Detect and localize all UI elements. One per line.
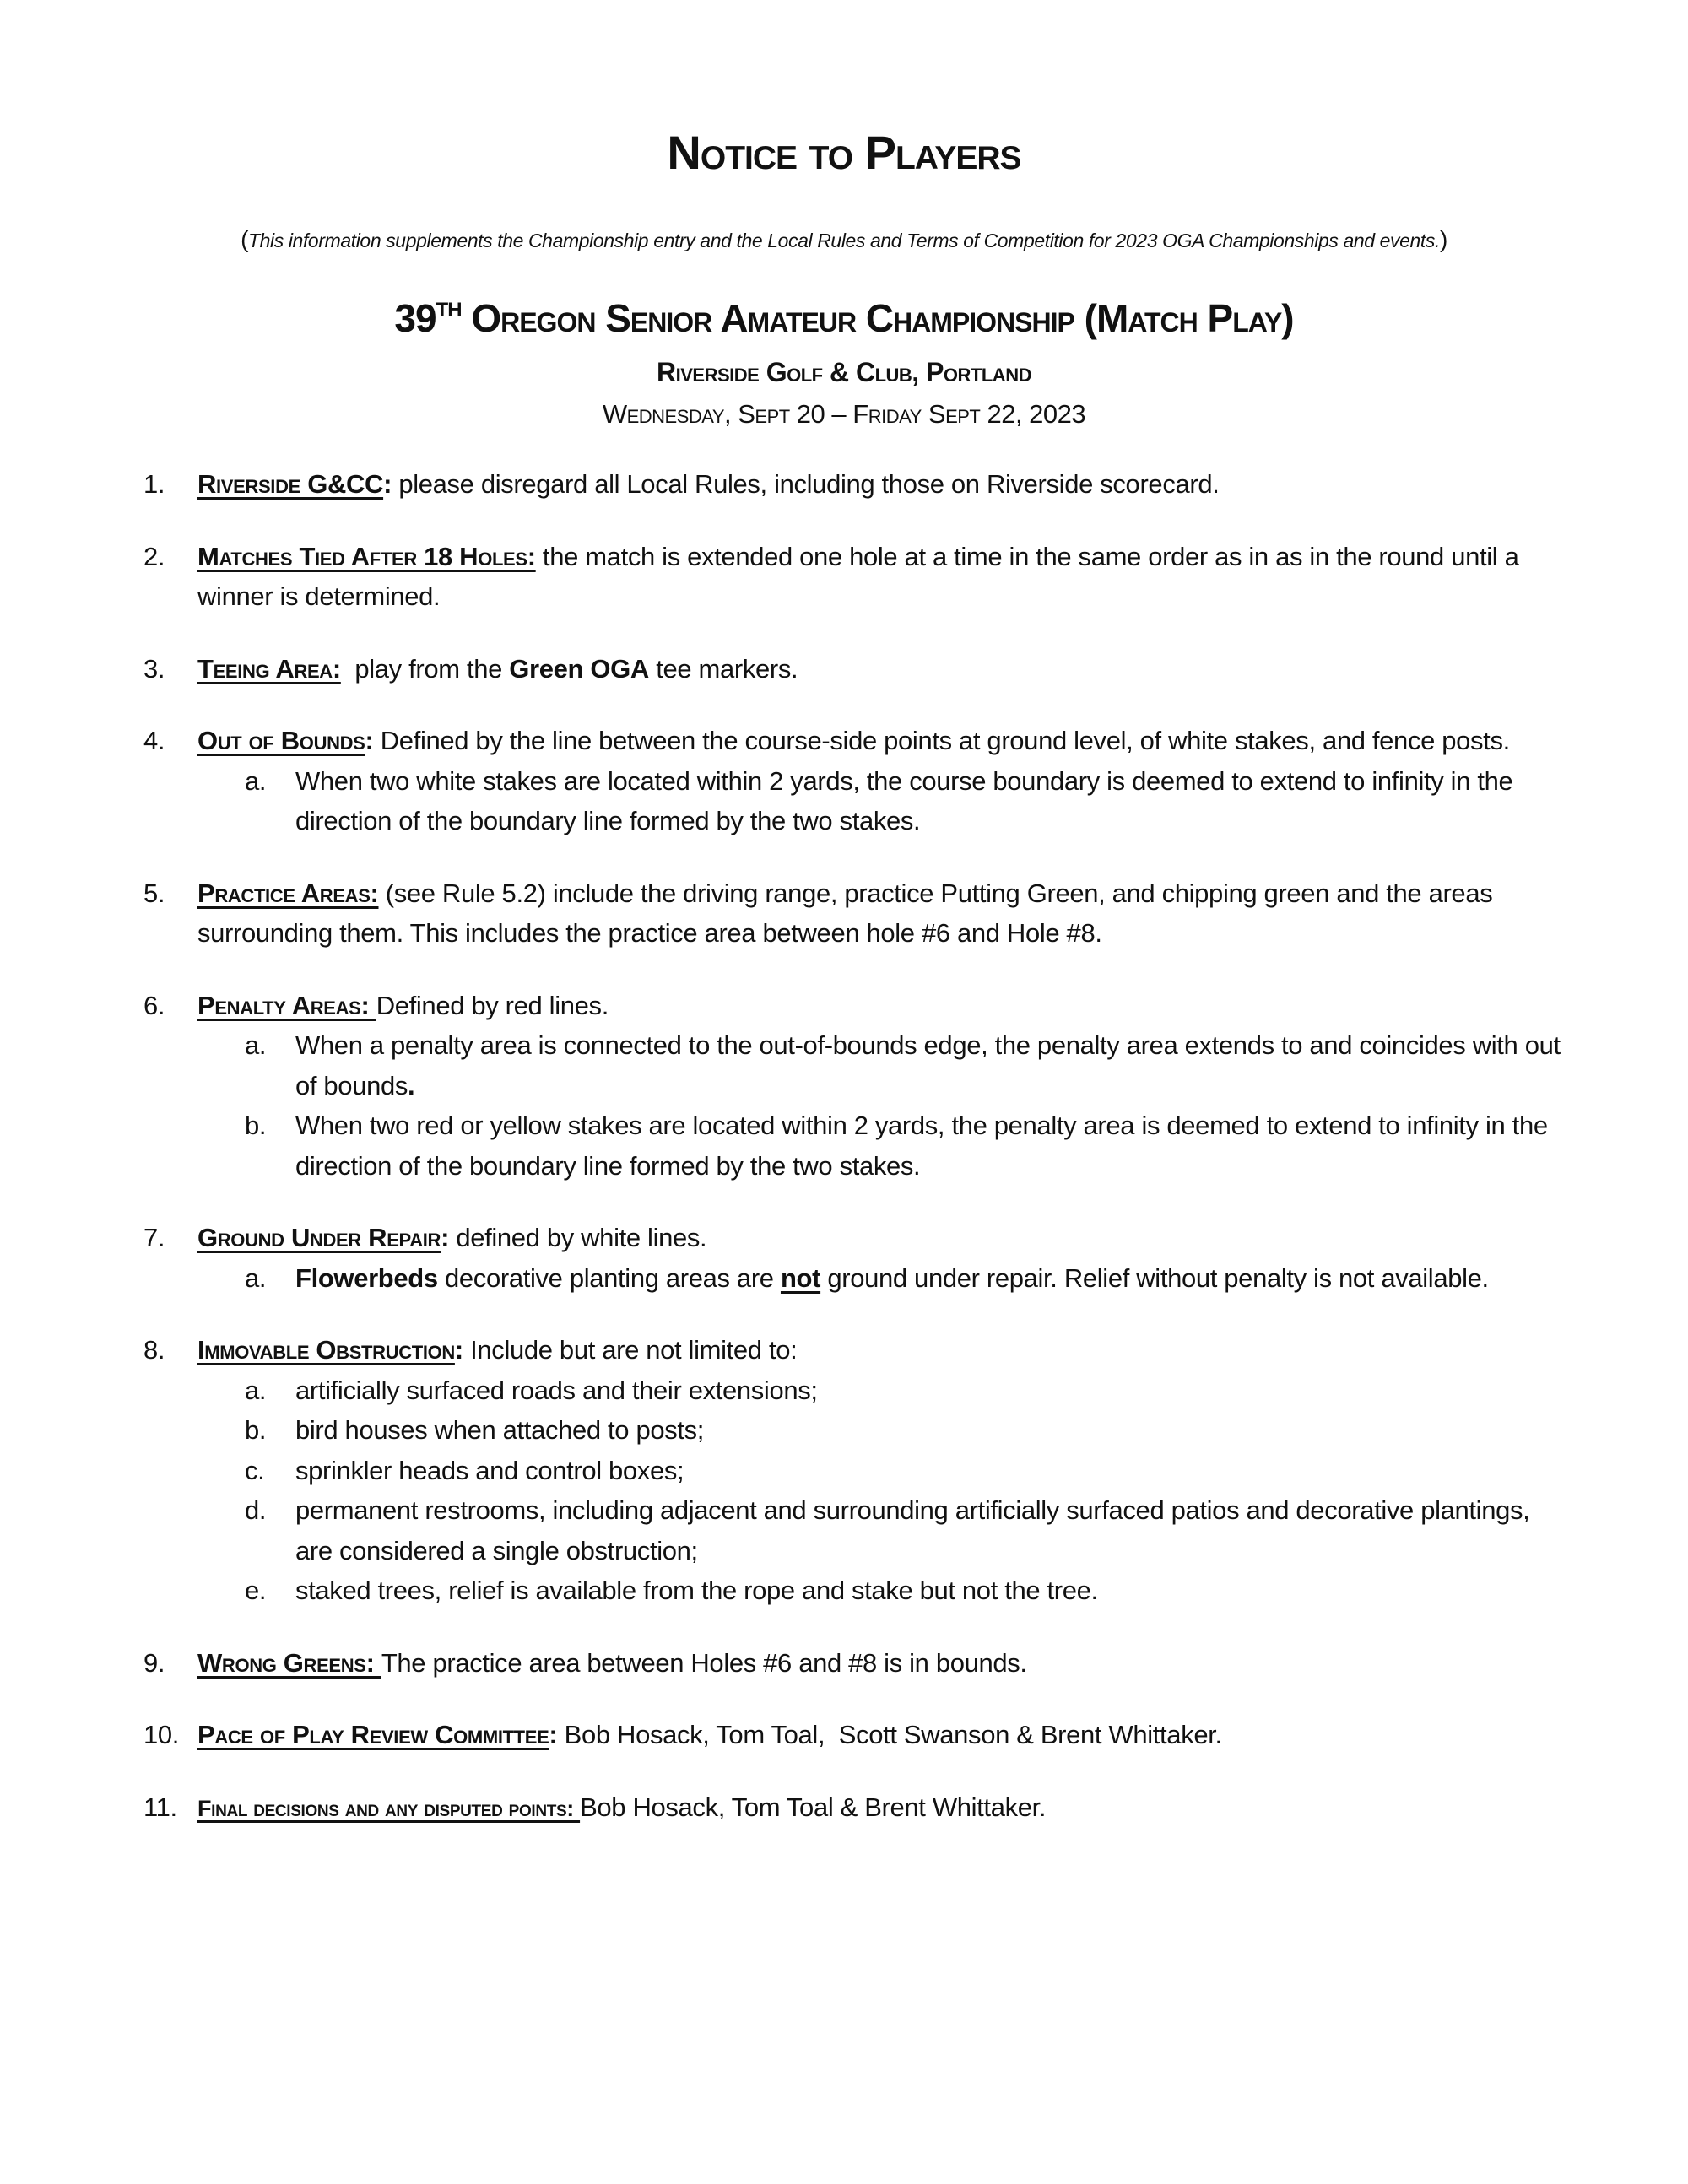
item-label: Wrong Greens: [197,1647,381,1678]
notice-item: 5. Practice Areas: (see Rule 5.2) include the driving range, practice Putting Green, and chipping green and the areas surrounding them. This includes the practice area between hole #6 and Hole #8. [143,878,1493,948]
item-label: Out of Bounds [197,726,365,755]
item-label: Pace of Play Review Committee [197,1720,549,1749]
notice-item: 7. Ground Under Repair: defined by white lines. a. Flowerbeds decorative planting areas are not ground under repair. Relief without penalty is not available. [143,1218,1570,1298]
notice-item: 2. Matches Tied After 18 Holes: the match is extended one hole at a time in the same order as in as in the round until a winner is determined. [143,541,1519,611]
notice-item: 4. Out of Bounds: Defined by the line between the course-side points at ground level, of white stakes, and fence posts. a. When two white stakes are located within 2 yards, the course boundary is deemed to extend to infinity in the direction of the boundary line formed by the two stakes. [143,721,1570,841]
notice-item: 9. Wrong Greens: The practice area between Holes #6 and #8 is in bounds. [143,1647,1027,1678]
sub-item: b. When two red or yellow stakes are located within 2 yards, the penalty area is deemed to extend to infinity in the direction of the boundary line formed by the two stakes. [245,1111,1548,1181]
subtitle-text: This information supplements the Championship entry and the Local Rules and Terms of Competition for 2023 OGA Championships and events. [248,230,1440,251]
notice-item: 8. Immovable Obstruction: Include but are not limited to: a. artificially surfaced roads and their extensions; b. bird houses when attached to posts; c. sprinkler heads and control boxes; d. permanent restrooms, including adjacent and surrounding artificially surfaced patios and decorative plantings, are considered a single obstruction; e. staked trees, relief is available from the rope and stake but not the tree. [143,1330,1570,1611]
venue: Riverside Golf & Club, Portland [657,357,1031,387]
sub-item: c. sprinkler heads and control boxes; [245,1455,684,1485]
sub-item: e. staked trees, relief is available from the rope and stake but not the tree. [245,1576,1098,1605]
subtitle: (This information supplements the Championship entry and the Local Rules and Terms of Competition for 2023 OGA Championships and events.) [241,226,1447,252]
championship-heading: 39TH Oregon Senior Amateur Championship (Match Play) [394,296,1294,340]
notice-list [143,464,1570,1861]
notice-item: 1. Riverside G&CC: please disregard all Local Rules, including those on Riverside scorecard. [143,469,1220,499]
item-label: Teeing Area: [197,653,341,684]
notice-item: 6. Penalty Areas: Defined by red lines. a. When a penalty area is connected to the out-of-bounds edge, the penalty area extends to and coincides with out of bounds. b. When two red or yellow stakes are located within 2 yards, the penalty area is deemed to extend to infinity in the direction of the boundary line formed by the two stakes. [143,986,1570,1187]
dates: Wednesday, Sept 20 – Friday Sept 22, 2023 [602,399,1086,429]
sub-item: a. artificially surfaced roads and their extensions; [245,1375,818,1405]
page-title: Notice to Players [667,126,1021,179]
sub-item: d. permanent restrooms, including adjacent and surrounding artificially surfaced patios and decorative plantings, are considered a single obstruction; [245,1495,1530,1565]
sub-item: a. When two white stakes are located within 2 yards, the course boundary is deemed to extend to infinity in the direction of the boundary line formed by the two stakes. [245,765,1513,835]
notice-item: 11. Final decisions and any disputed points: Bob Hosack, Tom Toal & Brent Whittaker. [143,1792,1047,1822]
item-label: Practice Areas: [197,878,379,908]
item-label: Immovable Obstruction [197,1335,455,1365]
sub-item: a. When a penalty area is connected to the out-of-bounds edge, the penalty area extends to and coincides with out of bounds. [245,1030,1561,1100]
item-label: Riverside G&CC [197,469,384,499]
notice-item: 10. Pace of Play Review Committee: Bob Hosack, Tom Toal, Scott Swanson & Brent Whittaker. [143,1720,1222,1749]
sub-item: b. bird houses when attached to posts; [245,1415,705,1445]
item-label: Matches Tied After 18 Holes: [197,541,536,571]
item-label: Penalty Areas: [197,990,376,1020]
item-label: Final decisions and any disputed points: [197,1795,581,1821]
sub-item: a. Flowerbeds decorative planting areas are not ground under repair. Relief without penalty is not available. [245,1262,1489,1293]
notice-item: 3. Teeing Area: play from the Green OGA tee markers. [143,653,798,684]
item-label: Ground Under Repair [197,1223,441,1252]
